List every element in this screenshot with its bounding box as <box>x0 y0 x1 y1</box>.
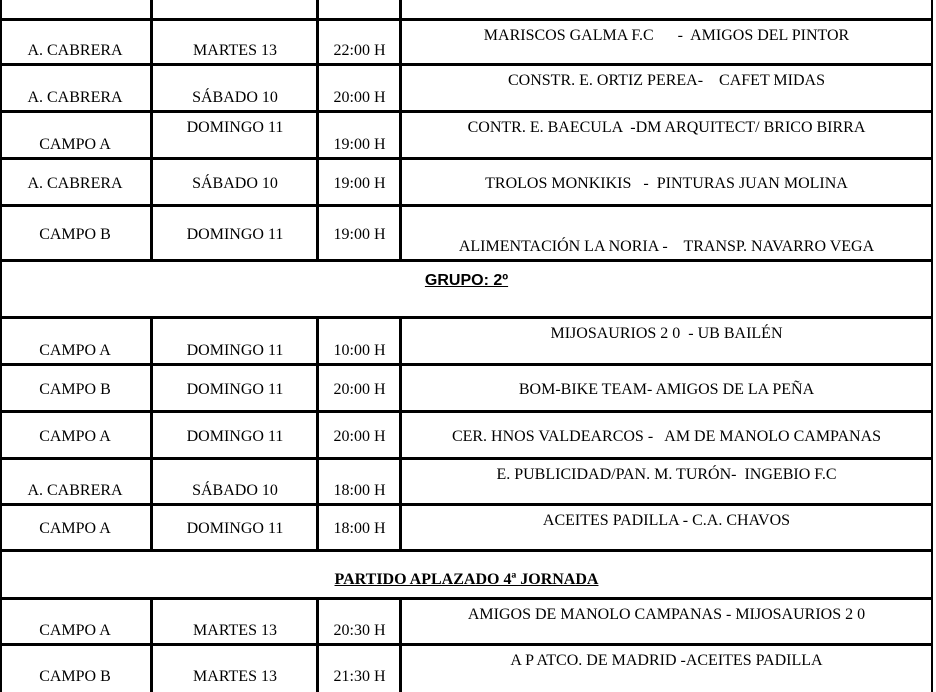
day-cell <box>150 319 317 366</box>
postponed-title: PARTIDO APLAZADO 4ª JORNADA <box>334 571 599 588</box>
day-text: DOMINGO 11 <box>186 342 284 359</box>
day-cell <box>150 646 317 692</box>
match-cell <box>399 646 931 692</box>
venue-cell <box>2 207 148 262</box>
time-cell <box>316 460 400 506</box>
venue-cell <box>2 160 148 207</box>
venue-text: A. CABRERA <box>27 42 123 59</box>
time-text: 18:00 H <box>333 520 386 537</box>
table-row <box>0 204 933 262</box>
match-text: A P ATCO. DE MADRID -ACEITES PADILLA <box>510 652 823 669</box>
group-header-row <box>0 259 933 316</box>
day-cell <box>150 600 317 646</box>
match-cell <box>399 207 931 262</box>
venue-cell <box>2 366 148 413</box>
day-cell <box>150 460 317 506</box>
match-cell <box>399 506 931 552</box>
time-text: 10:00 H <box>333 342 386 359</box>
venue-cell <box>2 413 148 460</box>
time-text: 22:00 H <box>333 42 386 59</box>
time-cell <box>316 506 400 552</box>
match-text: BOM-BIKE TEAM- AMIGOS DE LA PEÑA <box>518 380 815 398</box>
day-text: DOMINGO 11 <box>186 119 284 136</box>
table-row-partial <box>0 0 933 18</box>
match-text: TROLOS MONKIKIS - PINTURAS JUAN MOLINA <box>485 174 848 192</box>
match-cell <box>399 160 931 207</box>
group-title: GRUPO: 2º <box>424 272 509 289</box>
match-text: E. PUBLICIDAD/PAN. M. TURÓN- INGEBIO F.C <box>496 466 837 483</box>
time-text: 19:00 H <box>333 136 386 153</box>
venue-text: A. CABRERA <box>27 89 123 106</box>
match-text: MARISCOS GALMA F.C - AMIGOS DEL PINTOR <box>483 27 850 44</box>
venue-cell <box>2 113 148 160</box>
time-cell <box>316 113 400 160</box>
day-text: SÁBADO 10 <box>192 482 278 499</box>
table-row <box>0 597 933 646</box>
table-row <box>0 157 933 207</box>
match-cell <box>399 600 931 646</box>
match-cell <box>399 66 931 113</box>
table-row <box>0 410 933 460</box>
day-cell <box>150 506 317 552</box>
time-cell <box>316 160 400 207</box>
day-text: DOMINGO 11 <box>186 520 284 537</box>
table-row <box>0 503 933 552</box>
time-text: 20:30 H <box>333 622 386 639</box>
venue-text: A. CABRERA <box>27 482 123 499</box>
day-text: DOMINGO 11 <box>186 380 284 398</box>
day-text: SÁBADO 10 <box>192 174 278 192</box>
day-text: DOMINGO 11 <box>186 427 284 445</box>
match-text: CER. HNOS VALDEARCOS - AM DE MANOLO CAMPANAS <box>451 427 882 445</box>
match-text: ACEITES PADILLA - C.A. CHAVOS <box>542 512 791 529</box>
day-text: MARTES 13 <box>193 668 277 685</box>
time-text: 20:00 H <box>333 380 386 398</box>
table-row <box>0 363 933 413</box>
day-cell <box>150 113 317 160</box>
venue-text: CAMPO A <box>39 427 111 445</box>
table-row <box>0 316 933 366</box>
day-cell <box>150 413 317 460</box>
venue-text: CAMPO A <box>39 342 111 359</box>
match-text: AMIGOS DE MANOLO CAMPANAS - MIJOSAURIOS 2 0 <box>467 606 866 623</box>
time-cell <box>316 66 400 113</box>
time-cell <box>316 413 400 460</box>
table-row <box>0 110 933 160</box>
venue-cell <box>2 460 148 506</box>
day-text: DOMINGO 11 <box>186 225 284 243</box>
match-cell <box>399 366 931 413</box>
match-cell <box>399 413 931 460</box>
venue-cell <box>2 600 148 646</box>
day-cell <box>150 160 317 207</box>
table-row <box>0 63 933 113</box>
venue-text: CAMPO B <box>39 225 111 243</box>
table-row <box>0 18 933 66</box>
day-cell <box>150 207 317 262</box>
match-cell <box>399 113 931 160</box>
venue-cell <box>2 646 148 692</box>
venue-cell <box>2 66 148 113</box>
time-text: 20:00 H <box>333 89 386 106</box>
time-cell <box>316 646 400 692</box>
match-text: CONSTR. E. ORTIZ PEREA- CAFET MIDAS <box>508 72 825 89</box>
postponed-header-row <box>0 549 933 597</box>
venue-text: CAMPO A <box>39 622 111 639</box>
day-cell <box>150 66 317 113</box>
day-cell <box>150 21 317 66</box>
time-text: 18:00 H <box>333 482 386 499</box>
venue-cell <box>2 506 148 552</box>
venue-cell <box>2 319 148 366</box>
match-cell <box>399 319 931 366</box>
day-cell <box>150 366 317 413</box>
time-text: 19:00 H <box>333 225 386 243</box>
time-cell <box>316 319 400 366</box>
venue-text: CAMPO A <box>39 520 111 537</box>
venue-text: CAMPO A <box>39 136 111 153</box>
table-row <box>0 643 933 692</box>
time-cell <box>316 600 400 646</box>
time-text: 19:00 H <box>333 174 386 192</box>
table-row <box>0 457 933 506</box>
match-text: CONTR. E. BAECULA -DM ARQUITECT/ BRICO BIRRA <box>467 119 866 136</box>
match-cell <box>399 460 931 506</box>
time-cell <box>316 21 400 66</box>
time-cell <box>316 207 400 262</box>
day-text: MARTES 13 <box>193 42 277 59</box>
venue-cell <box>2 21 148 66</box>
time-text: 21:30 H <box>333 668 386 685</box>
match-text: MIJOSAURIOS 2 0 - UB BAILÉN <box>550 325 783 342</box>
match-cell <box>399 21 931 66</box>
day-text: MARTES 13 <box>193 622 277 639</box>
time-cell <box>316 366 400 413</box>
venue-text: CAMPO B <box>39 380 111 398</box>
venue-text: CAMPO B <box>39 668 111 685</box>
venue-text: A. CABRERA <box>27 174 123 192</box>
time-text: 20:00 H <box>333 427 386 445</box>
day-text: SÁBADO 10 <box>192 89 278 106</box>
match-text: ALIMENTACIÓN LA NORIA - TRANSP. NAVARRO VEGA <box>458 238 875 255</box>
